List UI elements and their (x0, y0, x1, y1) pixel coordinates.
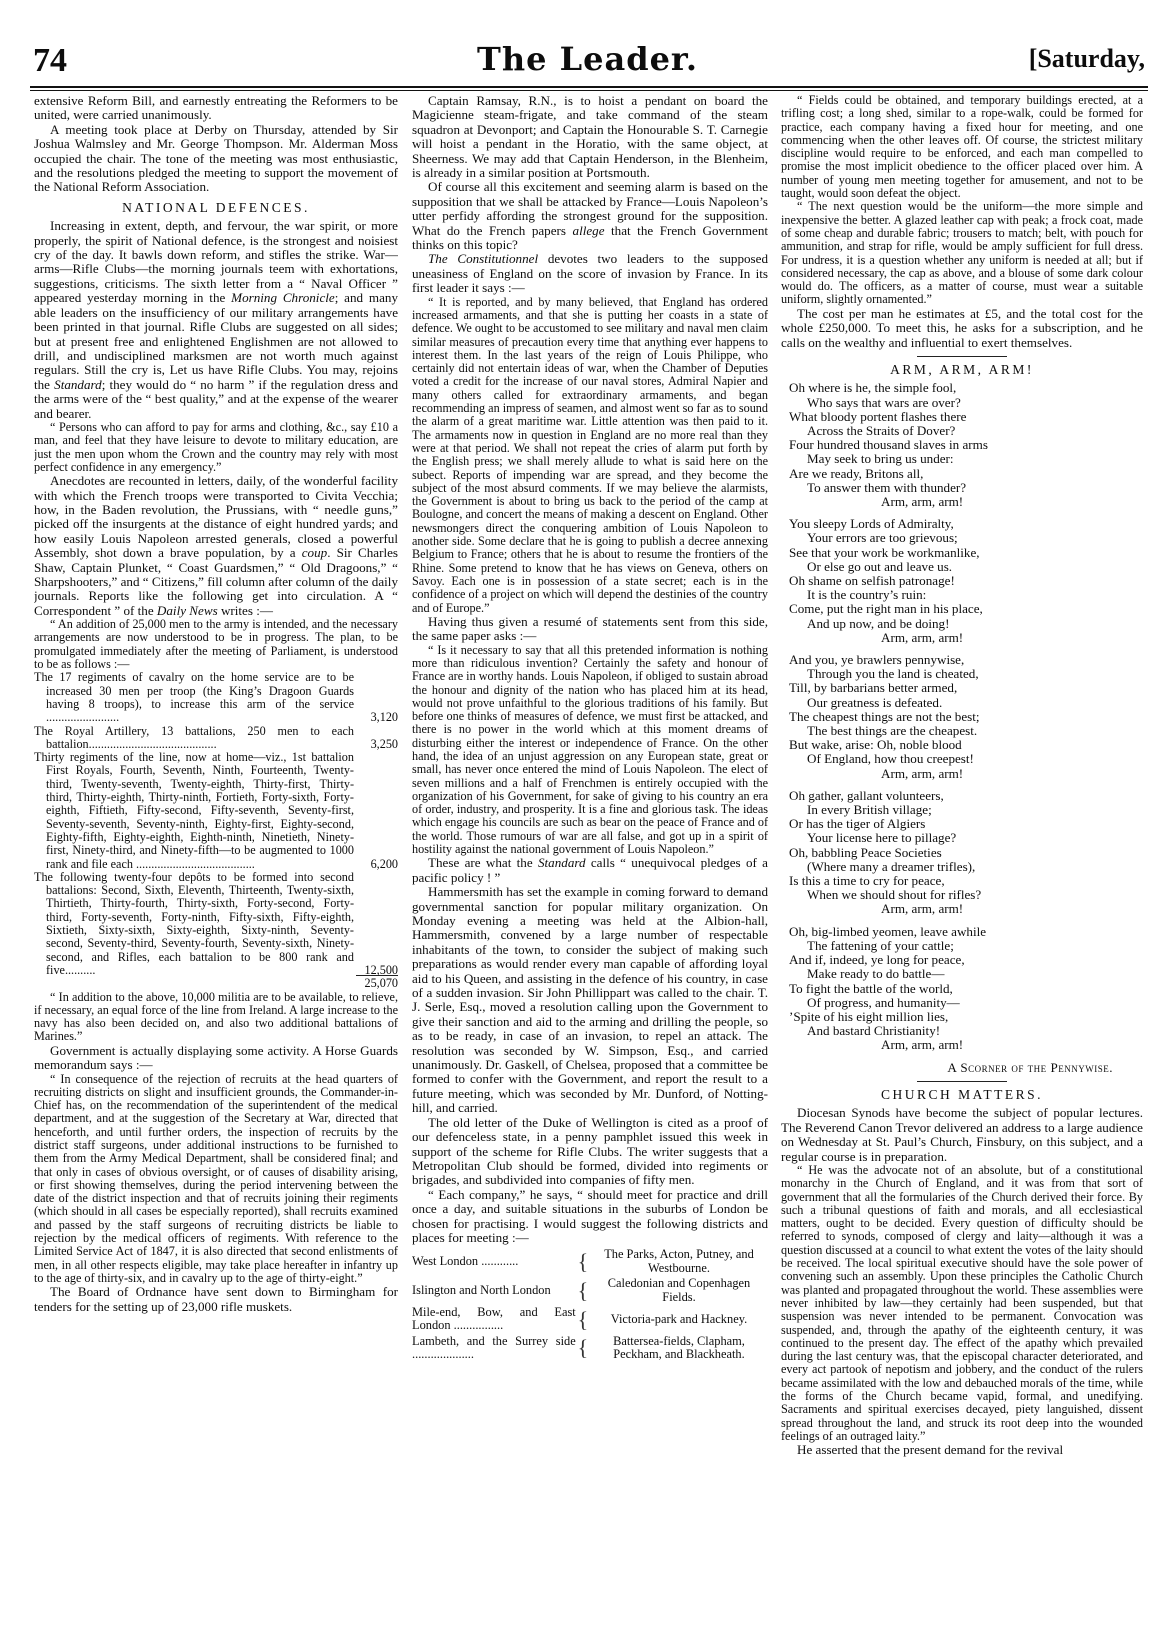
districts-table (412, 1247, 768, 1362)
paragraph: “ Each company,” he says, “ should meet for practice and drill once a day, and suitable situations in the suburbs of London be chosen for practising. I would suggest the following districts and places for meeting :— (412, 1186, 768, 1245)
augmentation-row (34, 671, 398, 724)
poem-line: Four hundred thousand slaves in arms (789, 437, 988, 453)
poem-refrain: Arm, arm, arm! (881, 1037, 964, 1053)
quotation: “ Fields could be obtained, and temporary buildings erected, at a trifling cost; a long shed, similar to a rope-walk, could be formed for practice, each company having a fixed hour for meeting, and one commencing when the other leaves off. Of course, the strictest military discipline would require to be enforced, and each man compelled to promise the most implicit obedience to the officer placed over him. A number of young men meeting together for amusement, and not to be taught, would soon defeat the object. (781, 94, 1143, 201)
issue-day: [Saturday, (1028, 44, 1145, 73)
district-places: The Parks, Acton, Putney, and Westbourne. (604, 1247, 754, 1275)
poem-line: To answer them with thunder? (807, 479, 967, 495)
augmentation-number: 3,250 (370, 736, 398, 751)
district-places: Victoria-park and Hackney. (610, 1311, 748, 1326)
poem-stanza (789, 517, 1143, 645)
poem-line: May seek to bring us under: (807, 451, 954, 467)
column-1 (34, 94, 398, 1644)
augmentation-row (34, 751, 398, 871)
district-row (412, 1334, 768, 1363)
poem-line: Of England, how thou creepest! (807, 751, 974, 767)
paragraph: He asserted that the present demand for the revival (797, 1442, 1064, 1458)
augmentation-row (34, 725, 398, 752)
poem-line: Through you the land is cheated, (807, 666, 979, 682)
poem-stanza (789, 653, 1143, 781)
paragraph: Government is actually displaying some activity. A Horse Guards memorandum says :— (34, 1042, 398, 1073)
poem-line: Come, put the right man in his place, (789, 601, 983, 617)
augmentation-description: Thirty regiments of the line, now at home—viz., 1st battalion First Royals, Fourth, Seventh, Ninth, Fourteenth, Twenty-third, Twenty-seventh, Twenty-eighth, Thirty-first, Thirty-third, Thirty-eighth, Thirty-ninth, Fortieth, Forty-sixth, Forty-eighth, Fiftieth, Fifty-second, Fifty-seventh, Seventy-first, Seventy-seventh, Seventy-ninth, Eighty-first, Eighty-second, Eighty-fifth, Eighty-eighth, Eighth-ninth, Ninetieth, Ninety-first, Ninety-third, and Ninety-fifth—to be augmented to 1000 rank and file each ....................................... (34, 750, 354, 871)
poem-line: Your errors are too grievous; (807, 530, 958, 546)
paragraph: Anecdotes are recounted in letters, daily, of the wonderful facility with which the French troops were transported to Civita Vecchia; how, in the Baden revolution, the Prussians, with “ needle guns,” picked off the insurgents at the distance of eight hundred yards; and how easily Louis Napoleon arrested generals, closed a powerful Assembly, shot down a brave population, by a coup. Sir Charles Shaw, Captain Plunket, “ Coast Guardsmen,” “ Old Dragoons,” “ Sharpshooters,” and “ Citizens,” fill column after column of the daily journals. Reports like the following get into circulation. A “ Correspondent ” of the Daily News writes :— (34, 473, 398, 618)
quotation: “ In addition to the above, 10,000 militia are to be available, to relieve, if necessary, an equal force of the line from Ireland. A large increase to the navy has also been decided on, and also two additional battalions of Marines.” (34, 989, 398, 1044)
poem-line: And bastard Christianity! (807, 1023, 941, 1039)
poem-line: Of progress, and humanity— (807, 994, 960, 1010)
quotation: “ Persons who can afford to pay for arms and clothing, &c., say £10 a man, and feel that they have leisure to devote to military education, are just the men upon whom the Crown and the country may rely with most perfect confidence in any emergency.” (34, 419, 398, 474)
paragraph: Captain Ramsay, R.N., is to hoist a pendant on board the Magicienne steam-frigate, and take command of the steam squadron at Devonport; and Captain the Honourable S. T. Carnegie will hoist a pendant in the Horatio, with the same object, at Sheerness. We may add that Captain Henderson, in the Blenheim, is already in a similar position at Portsmouth. (412, 94, 768, 181)
poem-line: But wake, arise: Oh, noble blood (789, 737, 962, 753)
paragraph: These are what the Standard calls “ unequivocal pledges of a pacific policy ! ” (412, 855, 768, 885)
brace-glyph: { (577, 1249, 589, 1275)
district-name: Mile-end, Bow, and East London ................ (412, 1304, 576, 1333)
district-row (412, 1247, 768, 1276)
brace-glyph: { (577, 1335, 589, 1361)
paragraph: Having thus given a resumé of statements sent from this side, the same paper asks :— (412, 613, 768, 644)
augmentation-number: 3,120 (370, 710, 398, 725)
poem-line: Make ready to do battle— (807, 966, 945, 982)
paragraph: extensive Reform Bill, and earnestly entreating the Reformers to be united, were carried unanimously. (34, 94, 398, 123)
district-name: Lambeth, and the Surrey side .................... (412, 1333, 576, 1362)
paragraph: The cost per man he estimates at £5, and the total cost for the whole £250,000. To meet this, he asks for a subscription, and he calls on the wealthy and influential to exert themselves. (781, 305, 1143, 350)
poem-line: Oh where is he, the simple fool, (789, 380, 957, 396)
district-places: Caledonian and Copenhagen Fields. (607, 1276, 751, 1304)
poem-refrain: Arm, arm, arm! (881, 765, 964, 781)
poem-line: To fight the battle of the world, (789, 980, 953, 996)
paragraph: Hammersmith has set the example in coming forward to demand governmental sanction for popular military organization. On Monday evening a meeting was held at the Albion-hall, Hammersmith, convened by a large number of respectable inhabitants of the town, to consider the subject of making such preparations as would render every man capable of affording loyal aid to his Queen, and assisting in the defence of his country, in case of a sudden invasion. Sir John Phillippart was called to the chair. T. J. Serle, Esq., moved a resolution calling upon the Government to give their sanction and aid to the arming and drilling the people, so as to be ready, in case of an invasion, to repel an attack. The resolution was seconded by W. Simpson, Esq., and carried unanimously. Dr. Gaskell, of Chelsea, proposed that a committee be formed to confer with the Government, and report the result to a future meeting, which was seconded by Mr. Dunford, of Notting-hill, and carried. (412, 884, 768, 1116)
header-rule (30, 86, 1148, 91)
poem-line: What bloody portent flashes there (789, 408, 967, 424)
masthead-title: The Leader. (477, 40, 698, 78)
district-places: Battersea-fields, Clapham, Peckham, and Blackheath. (613, 1333, 745, 1362)
poem-line: The cheapest things are not the best; (789, 708, 980, 724)
poem-stanza (789, 789, 1143, 917)
column-3 (781, 94, 1143, 1644)
divider (917, 1081, 1007, 1082)
poem-line: The fattening of your cattle; (807, 937, 954, 953)
quotation: “ It is reported, and by many believed, that England has ordered increased armaments, and that she is putting her coasts in a state of defence. We ought to be accustomed to see military and naval men claim similar measures of precaution every time that anything ever happens to interest them. In the last years of the reign of Louis Philippe, who certainly did not entertain ideas of war, when the Chamber of Deputies voted a credit for the increase of our naval stores, Admiral Napier and many others called for extraordinary armaments, and began recommending an impress of seamen, and almost went so far as to sound the alarm of a great maritime war. Little attention was then paid to it. The armaments now in question in England are no more real than they were at that period. We shall not repeat the cries of alarm put forth by the English press; we shall merely allude to what is said here on the subect. Reports of impending war are spread, and they become the subject of the most absurd comments. If we may believe the alarmists, the Government is about to bring us back to the period of the camp at Boulogne, and concert the means of making a descent on England. Other newsmongers direct the conquering ambition of Louis Napoleon to another side. Some declare that he is going to publish a decree annexing Belgium to France; others that he is about to resume the frontiers of the Rhine. Some pretend to know that he has views on Geneva, others on Savoy. Each one is in possession of a state secret; each is in the confidence of a project on which will depend the destinies of the country and of Europe.” (412, 294, 768, 615)
district-row (412, 1276, 768, 1305)
quotation: “ In consequence of the rejection of recruits at the head quarters of recruiting districts on slight and insufficient grounds, the Commander-in-Chief has, on the recommendation of the superintendent of the medical department, and at the suggestion of the Secretary at War, directed that henceforth, and until further orders, the inspection of recruits by the district staff surgeons, under additional instructions to be furnished to them from the Army Medical Department, shall be considered final; and that only in cases of obvious oversight, or of causes of disability arising, or first showing themselves, during the period intervening between the date of the district inspection and that of recruits joining their regiments (which should in all cases be especially reported), shall recruits examined and passed by the staff surgeons of recruiting districts be liable to rejection by the medical officers of regiments. With reference to the Limited Service Act of 1847, it is also directed that second enlistments of men, in all other respects eligible, may take place hereafter in infantry up to the age of thirty-six, and in cavalry up to the age of thirty-eight.” (34, 1071, 398, 1285)
augmentation-row (34, 871, 398, 977)
page-number: 74 (33, 42, 67, 79)
poem-signature: A Scorner of the Pennywise. (947, 1059, 1113, 1075)
district-name: Islington and North London (412, 1282, 551, 1297)
poem-stanza (789, 381, 1143, 509)
poem-line: The best things are the cheapest. (807, 723, 978, 739)
paragraph: A meeting took place at Derby on Thursday, attended by Sir Joshua Walmsley and Mr. George Thompson. Mr. Alderman Moss occupied the chair. The tone of the meeting was most enthusiastic, and the resolutions pledged the meeting to support the movement of the National Reform Association. (34, 121, 398, 195)
poem-line: Oh shame on selfish patronage! (789, 573, 955, 589)
district-row (412, 1305, 768, 1334)
poem-refrain: Arm, arm, arm! (881, 629, 964, 645)
paragraph: The old letter of the Duke of Wellington is cited as a proof of our defenceless state, in a penny pamphlet issued this week in support of the scheme for Rifle Clubs. The writer suggests that a Metropolitan Club should be formed, divided into regiments or brigades, and subdivided into companies of fifty men. (412, 1114, 768, 1188)
poem-line: When we should shout for rifles? (807, 887, 982, 903)
poem-line: And you, ye brawlers pennywise, (789, 652, 965, 668)
section-heading-national-defences: NATIONAL DEFENCES. (122, 199, 310, 215)
poem-line: Or has the tiger of Algiers (789, 816, 926, 832)
poem-line: You sleepy Lords of Admiralty, (789, 516, 954, 532)
poem-refrain: Arm, arm, arm! (881, 494, 964, 509)
poem-line: Your license here to pillage? (807, 830, 957, 846)
poem (781, 381, 1143, 1052)
district-name: West London ............ (412, 1254, 519, 1269)
poem-line: Oh gather, gallant volunteers, (789, 787, 944, 803)
poem-line: Who says that wars are over? (807, 394, 961, 410)
quotation: “ He was the advocate not of an absolute, but of a constitutional monarchy in the Church of England, and it was from that sort of government that all the formularies of the Church derived their force. By such a tribunal questions of faith and morals, and all ecclesiastical matters, ought to be decided. Every question of difficulty should be referred to synods, composed of clergy and laity—although it was a question discussed at a council to what extent the votes of the laity should be received. The local spiritual executive should have the sole power of convening such an assembly. Upon these principles the Catholic Church was planted and propagated throughout the world. These assemblies were never inhibited by law—they certainly had been suspended, but that suspension was never intended to be permanent. Convocation was suspended, and, through the apathy of the eighteenth century, it was continued to the present day. The effect of the apathy which prevailed during the last century was, that the episcopal character deteriorated, and every act partook of nepotism and jobbery, and the conduct of the rulers became assimilated with the low and debauched morals of the time, while the forms of the Church became vapid, formal, and unedifying. Sacraments and spiritual exercises decayed, piety languished, dissent spread throughout the land, and struck its root deep into the wounded feelings of an outraged laity.” (781, 1162, 1143, 1443)
poem-line: Oh, big-limbed yeomen, leave awhile (789, 923, 987, 939)
poem-line: Till, by barbarians better armed, (789, 680, 958, 696)
poem-line: (Where many a dreamer trifles), (807, 858, 976, 874)
augmentation-table (34, 671, 398, 977)
augmentation-number: 6,200 (370, 856, 398, 871)
quotation: “ An addition of 25,000 men to the army is intended, and the necessary arrangements are now understood to be in progress. The plan, to be promulgated immediately after the meeting of Parliament, is understood to be as follows :— (34, 617, 398, 672)
poem-line: And up now, and be doing! (807, 615, 950, 631)
paragraph: Diocesan Synods have become the subject of popular lectures. The Reverend Canon Trevor delivered an address to a large audience on Wednesday at St. Paul’s Church, Finsbury, on this subject, and a regular course is in preparation. (781, 1105, 1143, 1164)
poem-line: Our greatness is defeated. (807, 694, 943, 710)
augmentation-description: The Royal Artillery, 13 battalions, 250 men to each battalion.......................................... (34, 723, 354, 751)
paragraph: The Board of Ordnance have sent down to Birmingham for tenders for the setting up of 23,000 rifle muskets. (34, 1284, 398, 1314)
poem-line: See that your work be workmanlike, (789, 544, 980, 560)
augmentation-total: 25,070 (34, 977, 398, 990)
augmentation-number: 12,500 (364, 962, 398, 977)
poem-line: In every British village; (807, 802, 932, 818)
section-heading-church-matters: CHURCH MATTERS. (880, 1086, 1044, 1102)
poem-line: And if, indeed, ye long for peace, (789, 952, 965, 968)
poem-refrain: Arm, arm, arm! (881, 901, 964, 917)
page-header (0, 40, 1175, 84)
poem-line: It is the country’s ruin: (807, 587, 927, 603)
poem-line: Across the Straits of Dover? (807, 422, 956, 438)
divider (917, 356, 1007, 357)
augmentation-description: The following twenty-four depôts to be formed into second battalions: Second, Sixth, Eleventh, Thirteenth, Twenty-sixth, Thirtieth, Thirty-fourth, Thirty-sixth, Forty-second, Forty-third, Forty-seventh, Forty-ninth, Fifty-sixth, Fifty-eighth, Sixtieth, Sixty-sixth, Sixty-eighth, Sixty-ninth, Seventy-second, Seventy-third, Seventy-fourth, Seventy-sixth, Ninety-second, and Rifles, each battalion to be 800 rank and five.......... (34, 869, 354, 977)
augmentation-description: The 17 regiments of cavalry on the home service are to be increased 30 men per troop (the King’s Dragoon Guards having 8 troops), to increase this arm of the service ........................ (34, 670, 354, 725)
poem-stanza (789, 925, 1143, 1053)
paragraph: The Constitutionnel devotes two leaders to the supposed uneasiness of England on the score of invasion by France. In its first leader it says :— (412, 251, 768, 296)
poem-line: Oh, babbling Peace Societies (789, 844, 942, 860)
column-2 (412, 94, 768, 1644)
quotation: “ Is it necessary to say that all this pretended information is nothing more than ridiculous invention? Certainly the safety and honour of France are in worthy hands. Louis Napoleon, if obliged to sustain abroad the honour and dignity of the nation who has placed him at its head, would not prove unfaithful to the glorious traditions of his family. But before one thinks of measures of defence, we must first be attacked, and there is no power in the world which at this moment dreams of disturbing either the interest or independence of France. On the other hand, the idea of an unjust aggression on any European state, great or small, has never once entered the mind of Louis Napoleon. The elect of seven millions and a half of Frenchmen is entirely occupied with the organization of his Government, for sake of giving to his country an era of order, industry, and prosperity. It is a fine and glorious task. The ideas which engage his councils are such as bear on the peace of France and of the world. Those rumours of war are all false, and got up in a spirit of hostility against the national government of Louis Napoleon.” (412, 642, 768, 857)
poem-title: ARM, ARM, ARM! (890, 361, 1034, 377)
poem-line: Or else go out and leave us. (807, 558, 953, 574)
brace-glyph: { (577, 1277, 589, 1303)
poem-line: Are we ready, Britons all, (789, 465, 924, 481)
poem-line: ’Spite of his eight million lies, (789, 1008, 949, 1024)
quotation: “ The next question would be the uniform—the more simple and inexpensive the better. A glazed leather cap with peak; a frock coat, made of some cheap and durable fabric; trousers to match; belt, with pouch for ammunition, and strap for rifle, would be amply sufficient for full dress. For undress, it is a question whether any uniform is needed at all; but if considered necessary, the cap as above, and a blouse of some dark colour would do. The officers, as a matter of course, must wear a suitable uniform, slightly ornamented.” (781, 199, 1143, 307)
poem-line: Is this a time to cry for peace, (789, 873, 945, 889)
brace-glyph: { (577, 1306, 589, 1332)
paragraph: Increasing in extent, depth, and fervour, the war spirit, or more properly, the spirit of National defence, is the strongest and noisiest cry of the day. It bawls down reform, and stifles the strike. War—arms—Rifle Clubs—the morning journals teem with exhortations, suggestions, criticisms. The sixth letter from a “ Naval Officer ” appeared yesterday morning in the Morning Chronicle; and many able leaders on the insufficiency of our military arrangements have been printed in that journal. Rifle Clubs are suggested on all sides; but at present free and enlightened Englishmen are not allowed to drill, and undisciplined marksmen are not worth much against regulars. Still the cry is, Let us have Rifle Clubs. You may, rejoins the Standard; they would do “ no harm ” if the regulation dress and the arms were of the “ best quality,” and at the expense of the wearer and bearer. (34, 218, 398, 421)
paragraph: Of course all this excitement and seeming alarm is based on the supposition that we shall be attacked by France—Louis Napoleon’s utter perfidy affording the strongest ground for the supposition. What do the French papers allege that the French Government thinks on this topic? (412, 179, 768, 253)
